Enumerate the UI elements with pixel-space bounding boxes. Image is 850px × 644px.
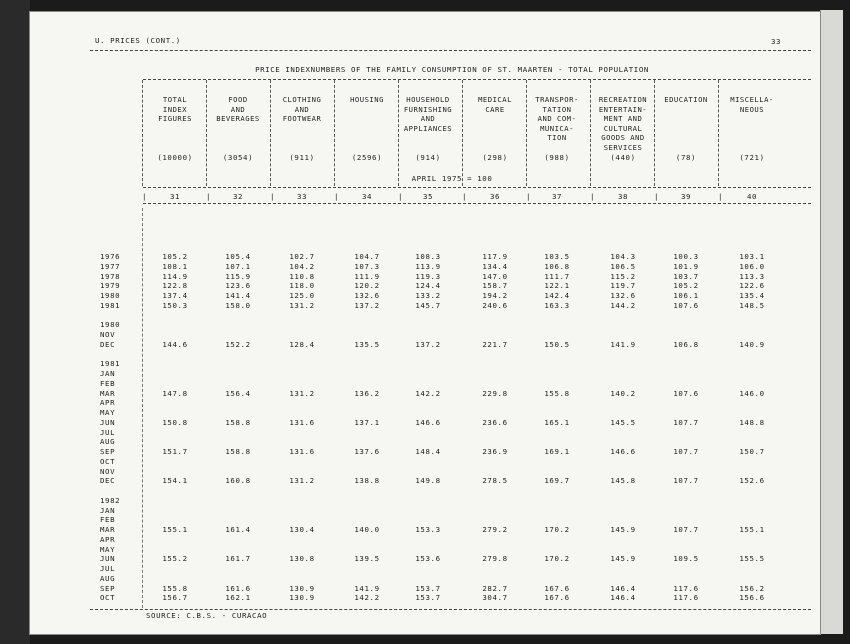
table-row (30, 311, 820, 320)
table-cell: 142.2 (354, 593, 380, 603)
table-cell: 117.6 (673, 583, 699, 593)
column-number-9: 39 (680, 192, 692, 201)
table-cell: 124.4 (415, 281, 441, 291)
table-cell: 155.1 (739, 525, 765, 534)
table-cell: 146.6 (610, 447, 636, 456)
table-cell: 109.5 (673, 554, 699, 564)
table-cell: 107.6 (673, 388, 699, 398)
header-column-divider (334, 80, 335, 186)
table-cell: 131.6 (289, 447, 315, 456)
table-cell: 163.3 (544, 300, 570, 310)
column-weight-5: (914) (415, 153, 441, 162)
base-period-note: APRIL 1975 = 100 (411, 174, 493, 183)
table-cell: 161.6 (225, 583, 251, 593)
table-cell: 108.1 (162, 261, 188, 271)
column-number-divider: | (270, 192, 276, 201)
table-cell: 105.2 (673, 281, 699, 291)
table-cell: 130.8 (289, 554, 315, 564)
column-number-divider: | (206, 192, 212, 201)
table-row (30, 574, 820, 583)
table-cell: 165.1 (544, 417, 570, 427)
column-number-1: 31 (169, 192, 181, 201)
table-row (30, 486, 820, 495)
column-weight-7: (988) (544, 153, 570, 162)
table-row (30, 593, 820, 602)
table-cell: 140.0 (354, 525, 380, 534)
table-cell: 170.2 (544, 525, 570, 534)
table-row (30, 398, 820, 407)
table-row (30, 418, 820, 427)
table-cell: 106.1 (673, 291, 699, 300)
table-row (30, 340, 820, 349)
table-cell: 132.6 (354, 291, 380, 300)
table-cell: 131.6 (289, 417, 315, 427)
row-label: MAR (100, 525, 116, 534)
table-cell: 145.7 (415, 300, 441, 310)
table-cell: 119.3 (415, 271, 441, 281)
row-label: 1981 (100, 300, 121, 310)
table-cell: 240.6 (482, 300, 508, 310)
table-cell: 145.9 (610, 554, 636, 564)
row-label: 1981 (100, 359, 121, 369)
table-cell: 169.7 (544, 476, 570, 486)
row-label: FEB (100, 378, 116, 388)
table-cell: 153.6 (415, 554, 441, 564)
column-number-8: 38 (617, 192, 629, 201)
table-cell: 106.8 (673, 339, 699, 349)
table-cell: 155.8 (544, 388, 570, 398)
table-cell: 140.2 (610, 388, 636, 398)
table-row (30, 359, 820, 368)
table-cell: 169.1 (544, 447, 570, 456)
table-cell: 134.4 (482, 261, 508, 271)
column-number-divider: | (718, 192, 724, 201)
row-label: 1978 (100, 271, 121, 281)
table-cell: 151.7 (162, 447, 188, 456)
table-cell: 100.3 (673, 252, 699, 261)
table-cell: 135.4 (739, 291, 765, 300)
table-cell: 278.5 (482, 476, 508, 486)
page-edge-stack (820, 10, 843, 634)
table-cell: 236.9 (482, 447, 508, 456)
table-cell: 156.6 (739, 593, 765, 603)
scan-left-margin (0, 0, 30, 644)
table-cell: 148.8 (739, 417, 765, 427)
row-label: JAN (100, 369, 116, 378)
header-column-divider (590, 80, 591, 186)
column-header-3: CLOTHING AND FOOTWEAR (282, 95, 322, 123)
column-header-8: RECREATION ENTERTAIN- MENT AND CULTURAL GOODS AND SERVICES (598, 95, 648, 152)
row-label: MAY (100, 408, 116, 417)
row-label: 1980 (100, 320, 121, 330)
row-label: 1976 (100, 252, 121, 261)
header-column-divider (526, 80, 527, 186)
table-cell: 103.5 (544, 252, 570, 261)
table-cell: 107.6 (673, 300, 699, 310)
table-cell: 155.2 (162, 554, 188, 564)
table-cell: 148.4 (415, 447, 441, 456)
row-label: 1977 (100, 261, 121, 271)
table-cell: 156.7 (162, 593, 188, 603)
column-number-4: 34 (361, 192, 373, 201)
column-number-6: 36 (489, 192, 501, 201)
row-label: SEP (100, 447, 116, 456)
table-cell: 138.8 (354, 476, 380, 486)
weights-rule (143, 187, 811, 188)
column-number-5: 35 (422, 192, 434, 201)
table-cell: 118.0 (289, 281, 315, 291)
header-column-divider (206, 80, 207, 186)
table-cell: 145.9 (610, 525, 636, 534)
row-label: NOV (100, 466, 116, 476)
table-cell: 229.8 (482, 388, 508, 398)
column-number-rule (143, 203, 811, 204)
column-weight-6: (298) (482, 153, 508, 162)
header-column-divider (270, 80, 271, 186)
table-row (30, 584, 820, 593)
table-cell: 135.5 (354, 339, 380, 349)
table-cell: 137.2 (354, 300, 380, 310)
table-cell: 125.0 (289, 291, 315, 300)
table-cell: 141.9 (610, 339, 636, 349)
table-cell: 279.2 (482, 525, 508, 534)
table-cell: 145.8 (610, 476, 636, 486)
table-cell: 107.3 (354, 261, 380, 271)
table-cell: 144.2 (610, 300, 636, 310)
table-cell: 103.1 (739, 252, 765, 261)
table-row (30, 330, 820, 339)
table-cell: 128.4 (289, 339, 315, 349)
header-column-divider (718, 80, 719, 186)
table-cell: 107.7 (673, 476, 699, 486)
row-label: MAR (100, 388, 116, 398)
row-label: SEP (100, 583, 116, 593)
table-cell: 156.2 (739, 583, 765, 593)
column-header-6: MEDICAL CARE (478, 95, 512, 114)
table-row (30, 350, 820, 359)
table-cell: 146.0 (739, 388, 765, 398)
table-cell: 150.7 (739, 447, 765, 456)
table-cell: 117.9 (482, 252, 508, 261)
table-cell: 120.2 (354, 281, 380, 291)
table-cell: 136.2 (354, 388, 380, 398)
table-cell: 146.4 (610, 593, 636, 603)
table-cell: 279.8 (482, 554, 508, 564)
table-cell: 130.9 (289, 593, 315, 603)
table-cell: 131.2 (289, 476, 315, 486)
page-number: 33 (771, 37, 782, 46)
table-row (30, 447, 820, 456)
table-cell: 145.5 (610, 417, 636, 427)
column-weight-2: (3054) (222, 153, 254, 162)
table-cell: 158.0 (225, 300, 251, 310)
column-header-9: EDUCATION (664, 95, 708, 104)
table-cell: 141.9 (354, 583, 380, 593)
column-number-divider: | (142, 192, 148, 201)
table-cell: 113.3 (739, 271, 765, 281)
column-number-divider: | (398, 192, 404, 201)
table-row (30, 272, 820, 281)
table-cell: 160.8 (225, 476, 251, 486)
column-header-1: TOTAL INDEX FIGURES (158, 95, 192, 123)
table-cell: 155.1 (162, 525, 188, 534)
table-cell: 104.2 (289, 261, 315, 271)
table-row (30, 428, 820, 437)
table-row (30, 301, 820, 310)
table-cell: 148.5 (739, 300, 765, 310)
row-label: JAN (100, 505, 116, 515)
row-label: JUN (100, 417, 116, 427)
row-label: DEC (100, 476, 116, 486)
row-label: JUL (100, 564, 116, 573)
column-weight-4: (2596) (351, 153, 383, 162)
table-cell: 133.2 (415, 291, 441, 300)
table-row (30, 467, 820, 476)
table-cell: 119.7 (610, 281, 636, 291)
table-cell: 153.7 (415, 583, 441, 593)
column-number-divider: | (334, 192, 340, 201)
table-cell: 122.8 (162, 281, 188, 291)
title-rule (143, 79, 811, 80)
row-label: FEB (100, 515, 116, 525)
column-number-divider: | (462, 192, 468, 201)
row-label: MAY (100, 544, 116, 554)
table-cell: 137.2 (415, 339, 441, 349)
row-label: 1979 (100, 281, 121, 291)
table-cell: 131.2 (289, 300, 315, 310)
table-cell: 194.2 (482, 291, 508, 300)
table-cell: 104.7 (354, 252, 380, 261)
table-cell: 105.4 (225, 252, 251, 261)
table-cell: 221.7 (482, 339, 508, 349)
table-row (30, 252, 820, 261)
header-column-divider (142, 80, 143, 186)
table-cell: 111.7 (544, 271, 570, 281)
bottom-rule (90, 609, 811, 610)
column-weight-9: (78) (675, 153, 697, 162)
row-label: AUG (100, 437, 116, 447)
table-cell: 115.9 (225, 271, 251, 281)
table-cell: 114.9 (162, 271, 188, 281)
table-row (30, 389, 820, 398)
table-cell: 158.8 (225, 447, 251, 456)
table-cell: 117.6 (673, 593, 699, 603)
table-cell: 142.2 (415, 388, 441, 398)
table-cell: 101.9 (673, 261, 699, 271)
table-cell: 108.3 (415, 252, 441, 261)
table-cell: 144.6 (162, 339, 188, 349)
row-label: 1980 (100, 291, 121, 300)
table-cell: 155.5 (739, 554, 765, 564)
table-cell: 153.3 (415, 525, 441, 534)
table-row (30, 515, 820, 524)
column-weight-10: (721) (739, 153, 765, 162)
row-label: JUN (100, 554, 116, 564)
table-cell: 113.9 (415, 261, 441, 271)
table-cell: 154.1 (162, 476, 188, 486)
table-cell: 130.9 (289, 583, 315, 593)
table-cell: 158.7 (482, 281, 508, 291)
table-cell: 140.9 (739, 339, 765, 349)
table-cell: 102.7 (289, 252, 315, 261)
table-cell: 146.6 (415, 417, 441, 427)
table-cell: 122.1 (544, 281, 570, 291)
header-column-divider (654, 80, 655, 186)
table-row (30, 408, 820, 417)
table-cell: 106.0 (739, 261, 765, 271)
column-number-7: 37 (551, 192, 563, 201)
table-cell: 150.5 (544, 339, 570, 349)
top-rule (90, 50, 811, 51)
table-cell: 146.4 (610, 583, 636, 593)
table-title: PRICE INDEXNUMBERS OF THE FAMILY CONSUMPTION OF ST. MAARTEN - TOTAL POPULATION (255, 65, 649, 74)
running-title: U. PRICES (CONT.) (95, 36, 181, 45)
table-cell: 170.2 (544, 554, 570, 564)
table-cell: 236.6 (482, 417, 508, 427)
table-row (30, 457, 820, 466)
table-cell: 139.5 (354, 554, 380, 564)
table-row (30, 320, 820, 329)
table-cell: 304.7 (482, 593, 508, 603)
row-label: NOV (100, 330, 116, 339)
table-cell: 155.8 (162, 583, 188, 593)
table-cell: 123.6 (225, 281, 251, 291)
table-cell: 103.7 (673, 271, 699, 281)
table-cell: 105.2 (162, 252, 188, 261)
table-row (30, 525, 820, 534)
table-cell: 162.1 (225, 593, 251, 603)
header-column-divider (462, 80, 463, 186)
table-cell: 111.9 (354, 271, 380, 281)
table-cell: 150.8 (162, 417, 188, 427)
table-cell: 150.3 (162, 300, 188, 310)
row-label: OCT (100, 456, 116, 466)
table-row (30, 545, 820, 554)
column-number-10: 40 (746, 192, 758, 201)
table-cell: 161.7 (225, 554, 251, 564)
table-row (30, 291, 820, 300)
table-row (30, 476, 820, 485)
table-row (30, 535, 820, 544)
table-row (30, 262, 820, 271)
column-number-3: 33 (296, 192, 308, 201)
column-header-2: FOOD AND BEVERAGES (216, 95, 260, 123)
document-page (30, 12, 820, 634)
table-cell: 153.7 (415, 593, 441, 603)
table-cell: 137.1 (354, 417, 380, 427)
table-cell: 106.8 (544, 261, 570, 271)
column-header-5: HOUSEHOLD FURNISHING AND APPLIANCES (403, 95, 453, 133)
row-label: 1982 (100, 495, 121, 505)
table-cell: 167.6 (544, 593, 570, 603)
table-cell: 147.0 (482, 271, 508, 281)
column-weight-8: (440) (610, 153, 636, 162)
table-cell: 282.7 (482, 583, 508, 593)
table-cell: 130.4 (289, 525, 315, 534)
table-cell: 131.2 (289, 388, 315, 398)
row-label: AUG (100, 573, 116, 583)
column-header-4: HOUSING (350, 95, 384, 104)
table-cell: 107.1 (225, 261, 251, 271)
table-row (30, 369, 820, 378)
header-column-divider (398, 80, 399, 186)
table-cell: 110.8 (289, 271, 315, 281)
table-row (30, 496, 820, 505)
column-number-2: 32 (232, 192, 244, 201)
source-note: SOURCE: C.B.S. - CURACAO (146, 611, 268, 620)
table-cell: 137.4 (162, 291, 188, 300)
row-label: JUL (100, 427, 116, 437)
table-row (30, 437, 820, 446)
table-cell: 167.6 (544, 583, 570, 593)
table-cell: 107.7 (673, 525, 699, 534)
column-number-divider: | (654, 192, 660, 201)
table-row (30, 554, 820, 563)
table-row (30, 564, 820, 573)
table-cell: 152.6 (739, 476, 765, 486)
row-label: DEC (100, 339, 116, 349)
table-cell: 152.2 (225, 339, 251, 349)
table-cell: 107.7 (673, 447, 699, 456)
table-cell: 122.6 (739, 281, 765, 291)
table-cell: 104.3 (610, 252, 636, 261)
table-row (30, 379, 820, 388)
table-cell: 137.6 (354, 447, 380, 456)
table-cell: 142.4 (544, 291, 570, 300)
row-label: APR (100, 398, 116, 408)
table-cell: 106.5 (610, 261, 636, 271)
table-cell: 149.8 (415, 476, 441, 486)
table-cell: 132.6 (610, 291, 636, 300)
column-number-divider: | (526, 192, 532, 201)
table-cell: 107.7 (673, 417, 699, 427)
table-cell: 158.8 (225, 417, 251, 427)
table-row (30, 506, 820, 515)
column-number-divider: | (590, 192, 596, 201)
row-label: OCT (100, 593, 116, 603)
column-header-7: TRANSPOR- TATION AND COM- MUNICA- TION (535, 95, 579, 142)
table-row (30, 281, 820, 290)
column-weight-1: (10000) (157, 153, 193, 162)
table-cell: 161.4 (225, 525, 251, 534)
column-header-10: MISCELLA- NEOUS (730, 95, 774, 114)
table-cell: 147.8 (162, 388, 188, 398)
table-cell: 115.2 (610, 271, 636, 281)
table-cell: 141.4 (225, 291, 251, 300)
row-label: APR (100, 534, 116, 544)
table-cell: 156.4 (225, 388, 251, 398)
column-weight-3: (911) (289, 153, 315, 162)
